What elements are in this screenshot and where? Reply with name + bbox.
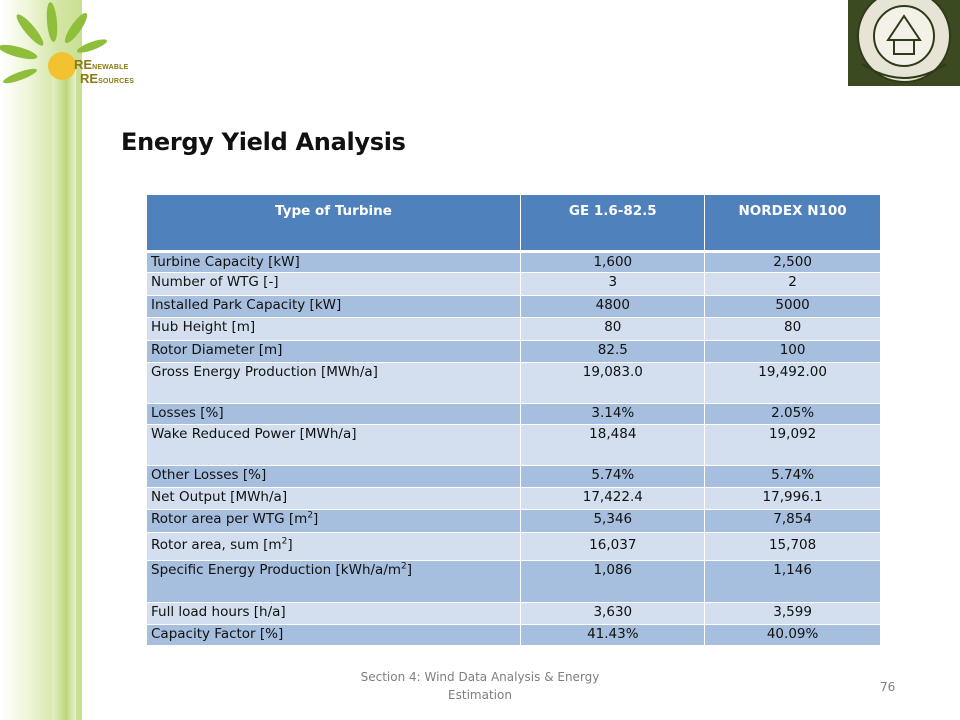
row-value-ge: 1,086: [521, 561, 705, 603]
row-label: Rotor Diameter [m]: [147, 341, 521, 363]
row-label: Capacity Factor [%]: [147, 625, 521, 646]
table-row: [147, 466, 881, 488]
row-value-ge: 4800: [521, 296, 705, 318]
pakistan-engineering-council-logo: [848, 0, 960, 86]
table-row: [147, 603, 881, 625]
table-row: [147, 561, 881, 603]
table-row: [147, 488, 881, 510]
sun-leaves-icon: [0, 0, 130, 110]
row-label: Rotor area, sum $[m^2]$: [147, 533, 521, 561]
row-label: Installed Park Capacity [kW]: [147, 296, 521, 318]
row-label: Specific Energy Production $[kWh/a/m^2]$: [147, 561, 521, 603]
table-row: [147, 625, 881, 646]
row-label: Hub Height [m]: [147, 318, 521, 341]
row-value-ge: 3,630: [521, 603, 705, 625]
table-row: [147, 296, 881, 318]
row-value-ge: 19,083.0: [521, 363, 705, 404]
row-value-nordex: 2: [705, 273, 881, 296]
row-value-ge: 5,346: [521, 510, 705, 533]
row-value-nordex: 80: [705, 318, 881, 341]
row-value-nordex: 5000: [705, 296, 881, 318]
table-row: [147, 363, 881, 404]
row-value-nordex: 3,599: [705, 603, 881, 625]
page-number: 76: [880, 680, 896, 694]
row-value-ge: 16,037: [521, 533, 705, 561]
row-value-nordex: 19,092: [705, 425, 881, 466]
row-value-ge: 80: [521, 318, 705, 341]
council-seal-icon: [848, 0, 960, 86]
row-value-nordex: 100: [705, 341, 881, 363]
renewable-resources-logo: [0, 0, 135, 110]
row-value-ge: 1,600: [521, 252, 705, 273]
table-row: [147, 252, 881, 273]
table-row: [147, 318, 881, 341]
row-label: Rotor area per WTG $[m^2]$: [147, 510, 521, 533]
footer-section-title: Section 4: Wind Data Analysis & Energy Estimation: [360, 670, 600, 702]
row-value-nordex: 15,708: [705, 533, 881, 561]
row-value-nordex: 19,492.00: [705, 363, 881, 404]
header-nordex: NORDEX N100: [705, 195, 881, 252]
row-label: Net Output [MWh/a]: [147, 488, 521, 510]
table-row: [147, 341, 881, 363]
energy-yield-table: [146, 195, 881, 646]
row-value-ge: 3: [521, 273, 705, 296]
row-value-ge: 82.5: [521, 341, 705, 363]
row-label: Wake Reduced Power [MWh/a]: [147, 425, 521, 466]
logo-line-renewable: RENEWABLE: [74, 57, 129, 72]
table-row: [147, 273, 881, 296]
row-value-nordex: 1,146: [705, 561, 881, 603]
row-value-ge: 18,484: [521, 425, 705, 466]
row-label: Turbine Capacity [kW]: [147, 252, 521, 273]
decorative-stripe-bar: [52, 60, 76, 720]
table-row: [147, 510, 881, 533]
logo-line-resources: RESOURCES: [80, 71, 135, 86]
row-value-ge: 17,422.4: [521, 488, 705, 510]
row-label: Other Losses [%]: [147, 466, 521, 488]
header-type-of-turbine: Type of Turbine: [147, 195, 521, 252]
row-label: Losses [%]: [147, 404, 521, 425]
row-label: Full load hours [h/a]: [147, 603, 521, 625]
table-row: [147, 404, 881, 425]
row-value-ge: 3.14%: [521, 404, 705, 425]
row-value-ge: 5.74%: [521, 466, 705, 488]
table-row: [147, 533, 881, 561]
table-header-row: [147, 195, 881, 252]
row-value-nordex: 17,996.1: [705, 488, 881, 510]
row-value-nordex: 40.09%: [705, 625, 881, 646]
row-value-nordex: 2,500: [705, 252, 881, 273]
page-title: Energy Yield Analysis: [121, 128, 406, 156]
row-label: Number of WTG [-]: [147, 273, 521, 296]
row-value-ge: 41.43%: [521, 625, 705, 646]
row-value-nordex: 7,854: [705, 510, 881, 533]
row-value-nordex: 5.74%: [705, 466, 881, 488]
row-value-nordex: 2.05%: [705, 404, 881, 425]
table-row: [147, 425, 881, 466]
row-label: Gross Energy Production [MWh/a]: [147, 363, 521, 404]
header-ge: GE 1.6-82.5: [521, 195, 705, 252]
